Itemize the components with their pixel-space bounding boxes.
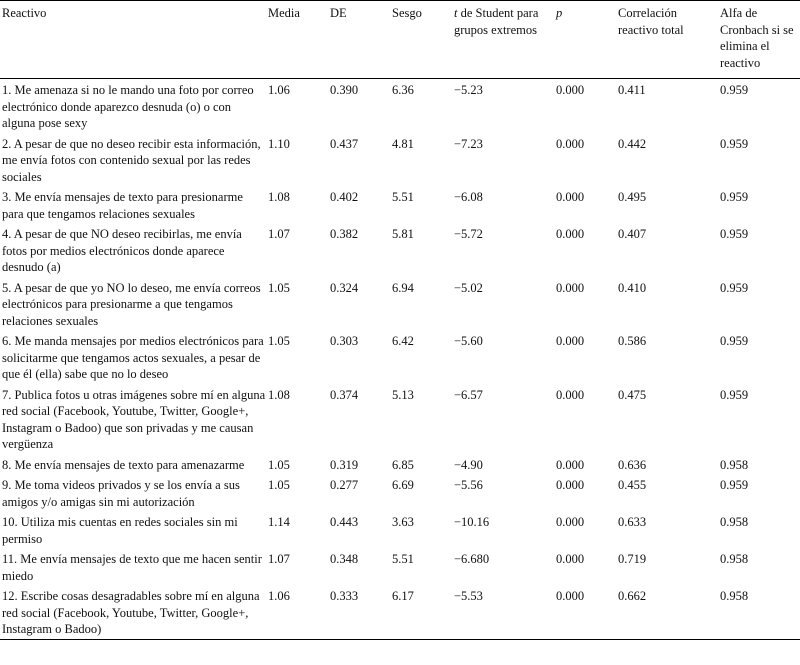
- cell-p: 0.000: [556, 136, 585, 151]
- cell-t: −6.08: [454, 190, 483, 204]
- cell-de: 0.277: [330, 478, 359, 492]
- cell-reactivo: 1. Me amenaza si no le mando una foto por correo electrónico donde aparezco desnuda (o) o con alguna pose sexy: [2, 83, 254, 130]
- cell-alfa: 0.959: [720, 280, 749, 295]
- cell-sesgo: 5.51: [392, 552, 414, 566]
- table-row: [0, 585, 800, 639]
- cell-media: 1.06: [266, 585, 328, 639]
- table-row: [0, 474, 800, 511]
- cell-de: 0.319: [330, 457, 359, 472]
- table-row: [0, 277, 800, 331]
- cell-t: −10.16: [454, 515, 490, 529]
- cell-t: −5.53: [452, 585, 554, 639]
- cell-sesgo: 6.85: [392, 457, 414, 472]
- cell-alfa: 0.959: [720, 136, 749, 151]
- cell-alfa: 0.959: [720, 190, 749, 204]
- cell-correlacion: 0.411: [618, 83, 646, 97]
- header-t-symbol: t: [454, 6, 458, 20]
- table-row: [0, 79, 800, 133]
- cell-reactivo: 5. A pesar de que yo NO lo deseo, me envía correos electrónicos para presionarme a que tengamos relaciones sexuales: [2, 280, 261, 328]
- cell-de: 0.324: [330, 280, 359, 295]
- header-reactivo: Reactivo: [0, 1, 266, 79]
- cell-correlacion: 0.636: [618, 457, 647, 472]
- cell-correlacion: 0.442: [618, 136, 647, 151]
- cell-alfa: 0.958: [720, 515, 749, 529]
- cell-correlacion: 0.407: [618, 227, 647, 241]
- header-media: Media: [266, 1, 328, 79]
- cell-alfa: 0.958: [718, 585, 800, 639]
- cell-media: 1.05: [268, 280, 290, 295]
- cell-alfa: 0.959: [720, 227, 749, 241]
- cell-reactivo: 10. Utiliza mis cuentas en redes sociales sin mi permiso: [2, 515, 238, 546]
- cell-reactivo: 6. Me manda mensajes por medios electrónicos para solicitarme que tengamos actos sexuales, a pesar de que él (ella) sabe que no lo deseo: [2, 334, 264, 381]
- table-row: [0, 384, 800, 454]
- cell-media: 1.07: [268, 227, 290, 241]
- table-row: [0, 548, 800, 585]
- cell-alfa: 0.959: [720, 478, 749, 492]
- cell-alfa: 0.958: [720, 552, 749, 566]
- cell-t: −6.680: [454, 552, 490, 566]
- table-row: [0, 511, 800, 548]
- header-row: [0, 1, 800, 79]
- cell-p: 0.000: [556, 190, 585, 204]
- header-t-text: de Student para grupos extremos: [454, 6, 539, 37]
- cell-reactivo: 8. Me envía mensajes de texto para amenazarme: [2, 457, 245, 472]
- cell-p: 0.000: [556, 457, 585, 472]
- header-sesgo: Sesgo: [390, 1, 452, 79]
- cell-correlacion: 0.410: [618, 280, 647, 295]
- cell-de: 0.390: [330, 83, 359, 97]
- cell-t: −7.23: [454, 136, 483, 151]
- cell-p: 0.000: [556, 280, 585, 295]
- cell-sesgo: 5.81: [392, 227, 414, 241]
- cell-de: 0.333: [328, 585, 390, 639]
- cell-p: 0.000: [556, 552, 585, 566]
- cell-de: 0.402: [330, 190, 359, 204]
- cell-sesgo: 6.69: [392, 478, 414, 492]
- cell-correlacion: 0.475: [618, 387, 647, 402]
- cell-media: 1.08: [268, 190, 290, 204]
- cell-reactivo: 2. A pesar de que no deseo recibir esta información, me envía fotos con contenido sexual por las redes sociales: [2, 136, 261, 184]
- cell-alfa: 0.959: [720, 83, 749, 97]
- cell-t: −5.72: [454, 227, 483, 241]
- cell-t: −4.90: [454, 457, 483, 472]
- cell-correlacion: 0.586: [618, 334, 647, 348]
- cell-sesgo: 6.36: [392, 83, 414, 97]
- table-row: [0, 223, 800, 277]
- cell-sesgo: 5.51: [392, 190, 414, 204]
- cell-media: 1.05: [268, 478, 290, 492]
- cell-p: 0.000: [556, 387, 585, 402]
- header-alfa: Alfa de Cronbach si se elimina el reactivo: [718, 1, 800, 79]
- cell-alfa: 0.958: [720, 457, 749, 472]
- header-de: DE: [328, 1, 390, 79]
- cell-reactivo: 9. Me toma videos privados y se los envía a sus amigos y/o amigas sin mi autorización: [2, 478, 240, 509]
- cell-t: −5.60: [454, 334, 483, 348]
- header-p: p: [554, 1, 616, 79]
- cell-media: 1.08: [268, 387, 290, 402]
- cell-t: −5.56: [454, 478, 483, 492]
- table-row: [0, 330, 800, 384]
- table-body: [0, 79, 800, 640]
- cell-alfa: 0.959: [720, 387, 749, 402]
- header-t-student: [452, 1, 554, 79]
- cell-correlacion: 0.719: [618, 552, 647, 566]
- cell-alfa: 0.959: [720, 334, 749, 348]
- cell-sesgo: 5.13: [392, 387, 414, 402]
- cell-reactivo: 12. Escribe cosas desagradables sobre mí en alguna red social (Facebook, Youtube, Twitter, Google+, Instagram o Badoo): [0, 585, 266, 639]
- cell-de: 0.303: [330, 334, 359, 348]
- cell-p: 0.000: [556, 227, 585, 241]
- cell-correlacion: 0.455: [618, 478, 647, 492]
- cell-media: 1.05: [268, 334, 290, 348]
- cell-media: 1.14: [268, 515, 290, 529]
- cell-p: 0.000: [554, 585, 616, 639]
- cell-t: −5.02: [454, 280, 483, 295]
- cell-sesgo: 6.94: [392, 280, 414, 295]
- cell-de: 0.382: [330, 227, 359, 241]
- cell-p: 0.000: [556, 334, 585, 348]
- cell-de: 0.443: [330, 515, 359, 529]
- cell-reactivo: 7. Publica fotos u otras imágenes sobre mí en alguna red social (Facebook, Youtube, Twitter, Google+, Instagram o Badoo) que son privadas y me causan vergüenza: [2, 387, 266, 451]
- cell-sesgo: 6.17: [390, 585, 452, 639]
- table-row: [0, 454, 800, 475]
- cell-sesgo: 3.63: [392, 515, 414, 529]
- table-header: [0, 1, 800, 79]
- table-row: [0, 133, 800, 187]
- cell-reactivo: 4. A pesar de que NO deseo recibirlas, me envía fotos por medios electrónicos donde aparece desnudo (a): [2, 227, 242, 274]
- cell-media: 1.05: [268, 457, 290, 472]
- header-correlacion: Correlación reactivo total: [616, 1, 718, 79]
- cell-de: 0.348: [330, 552, 359, 566]
- cell-correlacion: 0.633: [618, 515, 647, 529]
- cell-de: 0.437: [330, 136, 359, 151]
- cell-media: 1.07: [268, 552, 290, 566]
- cell-correlacion: 0.662: [616, 585, 718, 639]
- table-row: [0, 186, 800, 223]
- cell-media: 1.10: [268, 136, 290, 151]
- cell-reactivo: 11. Me envía mensajes de texto que me hacen sentir miedo: [2, 552, 262, 583]
- cell-p: 0.000: [556, 83, 585, 97]
- cell-t: −6.57: [454, 387, 483, 402]
- cell-reactivo: 3. Me envía mensajes de texto para presionarme para que tengamos relaciones sexuales: [2, 190, 243, 221]
- cell-media: 1.06: [268, 83, 290, 97]
- cell-correlacion: 0.495: [618, 190, 647, 204]
- cell-p: 0.000: [556, 515, 585, 529]
- cell-de: 0.374: [330, 387, 359, 402]
- cell-sesgo: 4.81: [392, 136, 414, 151]
- cell-sesgo: 6.42: [392, 334, 414, 348]
- cell-t: −5.23: [454, 83, 483, 97]
- cell-p: 0.000: [556, 478, 585, 492]
